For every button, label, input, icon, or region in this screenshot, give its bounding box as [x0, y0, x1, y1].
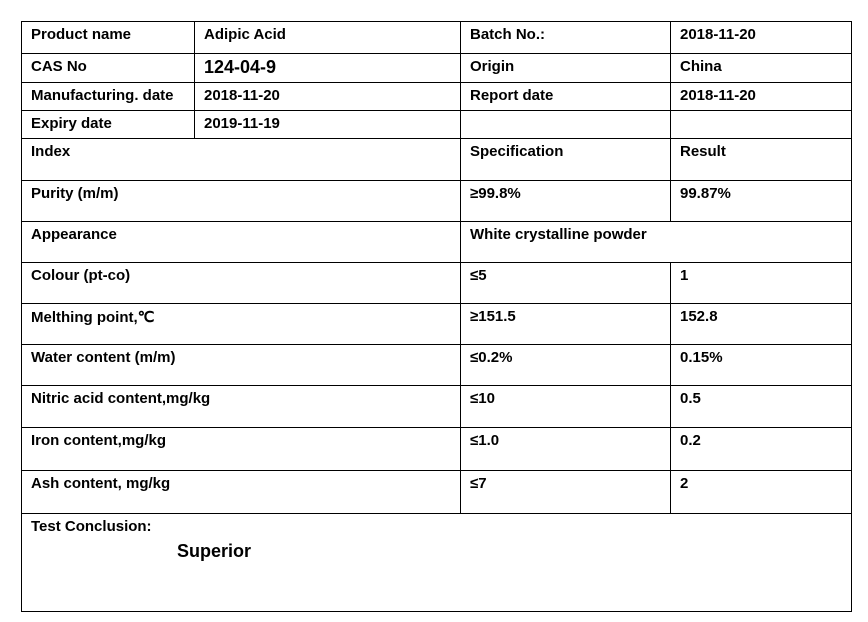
index-cell: Purity (m/m) [21, 180, 460, 221]
table-row [21, 427, 852, 470]
expiry-date-value: 2019-11-19 [194, 110, 460, 138]
index-cell: Ash content, mg/kg [21, 470, 460, 513]
origin-label: Origin [460, 53, 670, 82]
empty-cell [460, 110, 670, 138]
table-row [21, 180, 852, 221]
table-row [21, 344, 852, 385]
specification-cell: ≤1.0 [460, 427, 670, 470]
cas-no-value: 124-04-9 [194, 53, 460, 82]
report-date-value: 2018-11-20 [670, 82, 852, 110]
test-table-header [21, 138, 852, 180]
empty-cell [670, 110, 852, 138]
result-cell: 0.5 [670, 385, 852, 427]
table-row [21, 303, 852, 344]
expiry-date-label: Expiry date [21, 110, 194, 138]
specification-cell: ≤5 [460, 262, 670, 303]
test-conclusion-box [21, 513, 852, 612]
product-name-value: Adipic Acid [194, 21, 460, 53]
index-cell: Iron content,mg/kg [21, 427, 460, 470]
manufacturing-date-label: Manufacturing. date [21, 82, 194, 110]
result-cell: 0.2 [670, 427, 852, 470]
specification-cell: ≤0.2% [460, 344, 670, 385]
index-cell: Colour (pt-co) [21, 262, 460, 303]
specification-cell: ≤7 [460, 470, 670, 513]
index-cell: Nitric acid content,mg/kg [21, 385, 460, 427]
product-name-label: Product name [21, 21, 194, 53]
index-cell: Appearance [21, 221, 460, 262]
specification-cell: ≥151.5 [460, 303, 670, 344]
info-row-cas [21, 53, 852, 82]
result-cell: 1 [670, 262, 852, 303]
test-conclusion-value: Superior [177, 541, 252, 561]
result-cell: 152.8 [670, 303, 852, 344]
specification-cell: ≥99.8% [460, 180, 670, 221]
result-cell: 0.15% [670, 344, 852, 385]
result-cell: 2 [670, 470, 852, 513]
cas-no-label: CAS No [21, 53, 194, 82]
info-row-expiry [21, 110, 852, 138]
column-header-index: Index [21, 138, 460, 180]
column-header-specification: Specification [460, 138, 670, 180]
manufacturing-date-value: 2018-11-20 [194, 82, 460, 110]
certificate-of-analysis-table [21, 21, 852, 612]
batch-no-label: Batch No.: [460, 21, 670, 53]
test-conclusion-label: Test Conclusion: [31, 518, 152, 535]
index-cell: Water content (m/m) [21, 344, 460, 385]
batch-no-value: 2018-11-20 [670, 21, 852, 53]
specification-cell: White crystalline powder [460, 221, 852, 262]
info-row-dates [21, 82, 852, 110]
result-cell: 99.87% [670, 180, 852, 221]
table-row [21, 221, 852, 262]
info-row-product [21, 21, 852, 53]
table-row [21, 385, 852, 427]
column-header-result: Result [670, 138, 852, 180]
report-date-label: Report date [460, 82, 670, 110]
table-row [21, 262, 852, 303]
table-row [21, 470, 852, 513]
index-cell: Melthing point,℃ [21, 303, 460, 344]
origin-value: China [670, 53, 852, 82]
specification-cell: ≤10 [460, 385, 670, 427]
